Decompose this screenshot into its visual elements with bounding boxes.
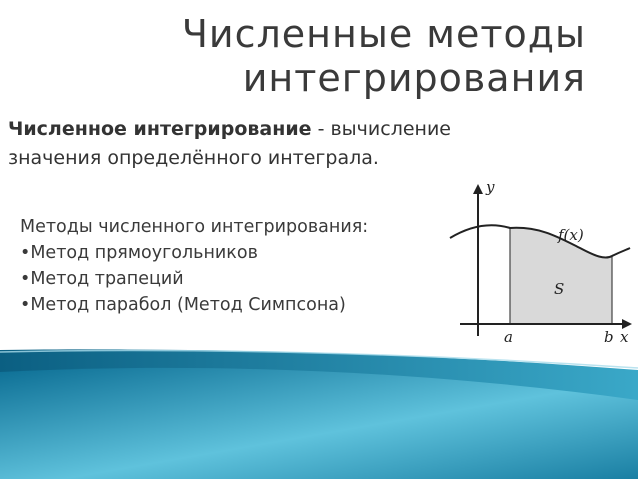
definition-rest-line1: вычисление (330, 118, 451, 140)
y-axis-label: y (486, 178, 495, 196)
definition-dash: - (311, 118, 331, 140)
area-label: S (554, 280, 565, 298)
slide-title-line2: интегрирования (242, 56, 586, 100)
a-label: a (504, 328, 513, 346)
integral-graph (440, 176, 638, 346)
wave-band-front (0, 368, 638, 479)
x-axis-label: x (620, 328, 629, 346)
method-item-simpson: •Метод парабол (Метод Симпсона) (20, 295, 346, 315)
b-label: b (604, 328, 614, 346)
slide-title (182, 12, 586, 100)
wave-highlight (0, 351, 638, 368)
definition-text (8, 115, 568, 173)
methods-heading: Методы численного интегрирования: (20, 217, 369, 237)
method-item-trapezoid: •Метод трапеций (20, 269, 184, 289)
method-item-rectangles: •Метод прямоугольников (20, 243, 258, 263)
wave-band-back (0, 349, 638, 479)
function-label: f(x) (558, 226, 584, 244)
methods-list (20, 214, 440, 318)
slide-title-line1: Численные методы (181, 12, 586, 56)
y-axis-arrow (473, 184, 483, 194)
definition-rest-line2: значения определённого интеграла. (8, 147, 379, 169)
definition-term: Численное интегрирование (8, 118, 312, 140)
